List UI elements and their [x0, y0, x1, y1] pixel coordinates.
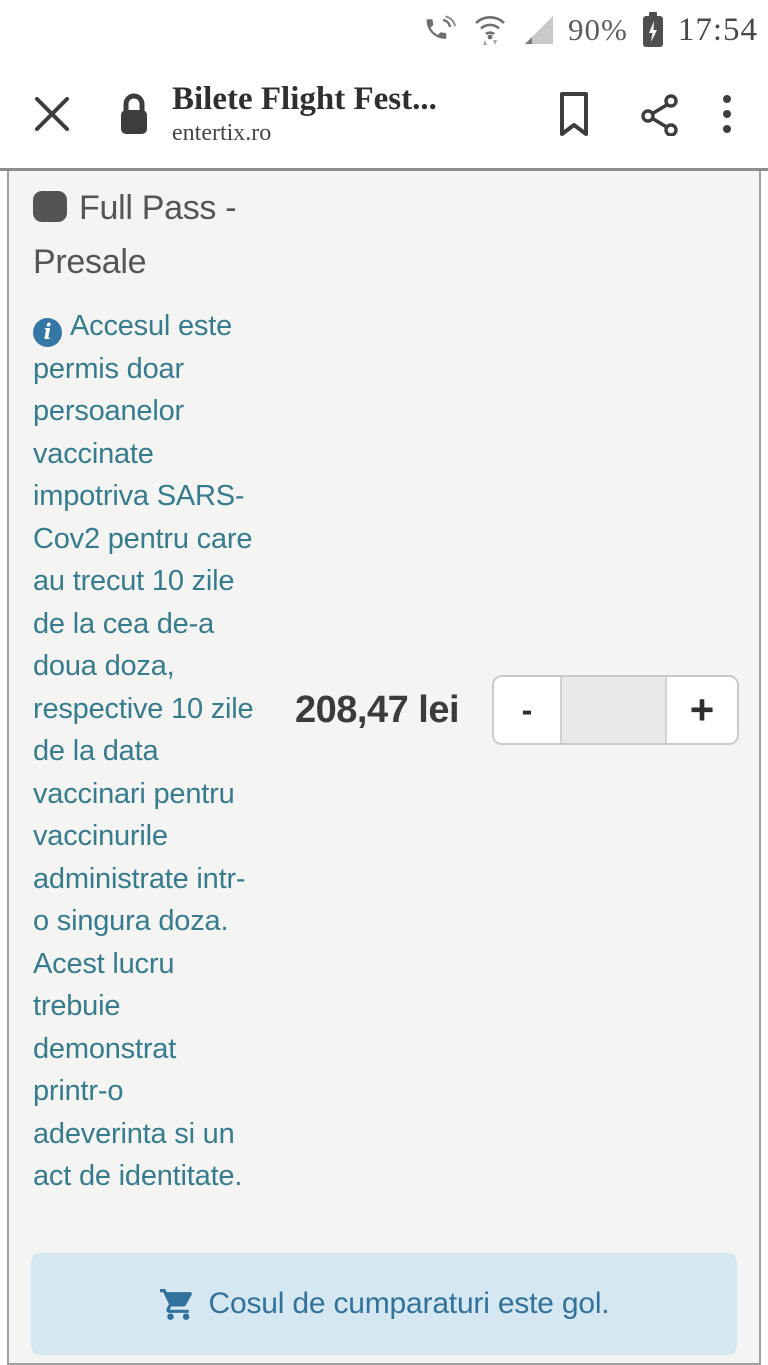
battery-charging-icon: [641, 12, 665, 48]
quantity-stepper: [492, 675, 739, 745]
web-content: [0, 171, 768, 1365]
ticket-description-text: Accesul este permis doar persoanelor vaccinate impotriva SARS-Cov2 pentru care au trecut 10 zile de la cea de-a doua doza, respective 10 zile de la data vaccinari pentru vaccinurile administrate intr-o singura doza. Acest lucru trebuie demonstrat printr-o adeverinta si un act de identitate.: [33, 310, 254, 1192]
info-icon: i: [33, 318, 62, 347]
ticket-info-column: [33, 177, 269, 1243]
cart-empty-message: Cosul de cumparaturi este gol.: [208, 1287, 610, 1320]
quantity-decrease-button[interactable]: -: [494, 677, 560, 743]
clock: 17:54: [677, 11, 758, 48]
ticket-name-label: Full Pass - Presale: [33, 189, 237, 281]
price-column: [295, 689, 459, 732]
bookmark-icon[interactable]: [548, 88, 600, 140]
share-icon[interactable]: [634, 88, 686, 140]
phone-call-icon: [423, 14, 457, 46]
ticket-row: [9, 171, 759, 1253]
cart-empty-banner: [31, 1253, 737, 1355]
page-title-block[interactable]: [172, 81, 514, 147]
page-title: Bilete Flight Fest...: [172, 81, 437, 117]
lock-icon: [116, 89, 152, 139]
ticket-price: 208,47 lei: [295, 688, 460, 731]
browser-toolbar: [0, 60, 768, 168]
close-icon[interactable]: [30, 92, 74, 136]
wifi-icon: [470, 13, 510, 47]
category-swatch-icon: [33, 191, 67, 222]
ticket-description: [33, 305, 258, 1198]
ticket-name: [33, 181, 269, 289]
ticket-table: [7, 171, 761, 1365]
cell-signal-icon: [523, 14, 555, 46]
quantity-column: [492, 675, 739, 745]
battery-percent: 90%: [568, 12, 628, 47]
cart-icon: [159, 1288, 196, 1320]
page-url: entertix.ro: [172, 120, 272, 146]
quantity-increase-button[interactable]: +: [667, 677, 737, 743]
status-bar: [0, 0, 768, 60]
quantity-input[interactable]: [560, 677, 667, 743]
overflow-menu-icon[interactable]: [712, 88, 742, 140]
